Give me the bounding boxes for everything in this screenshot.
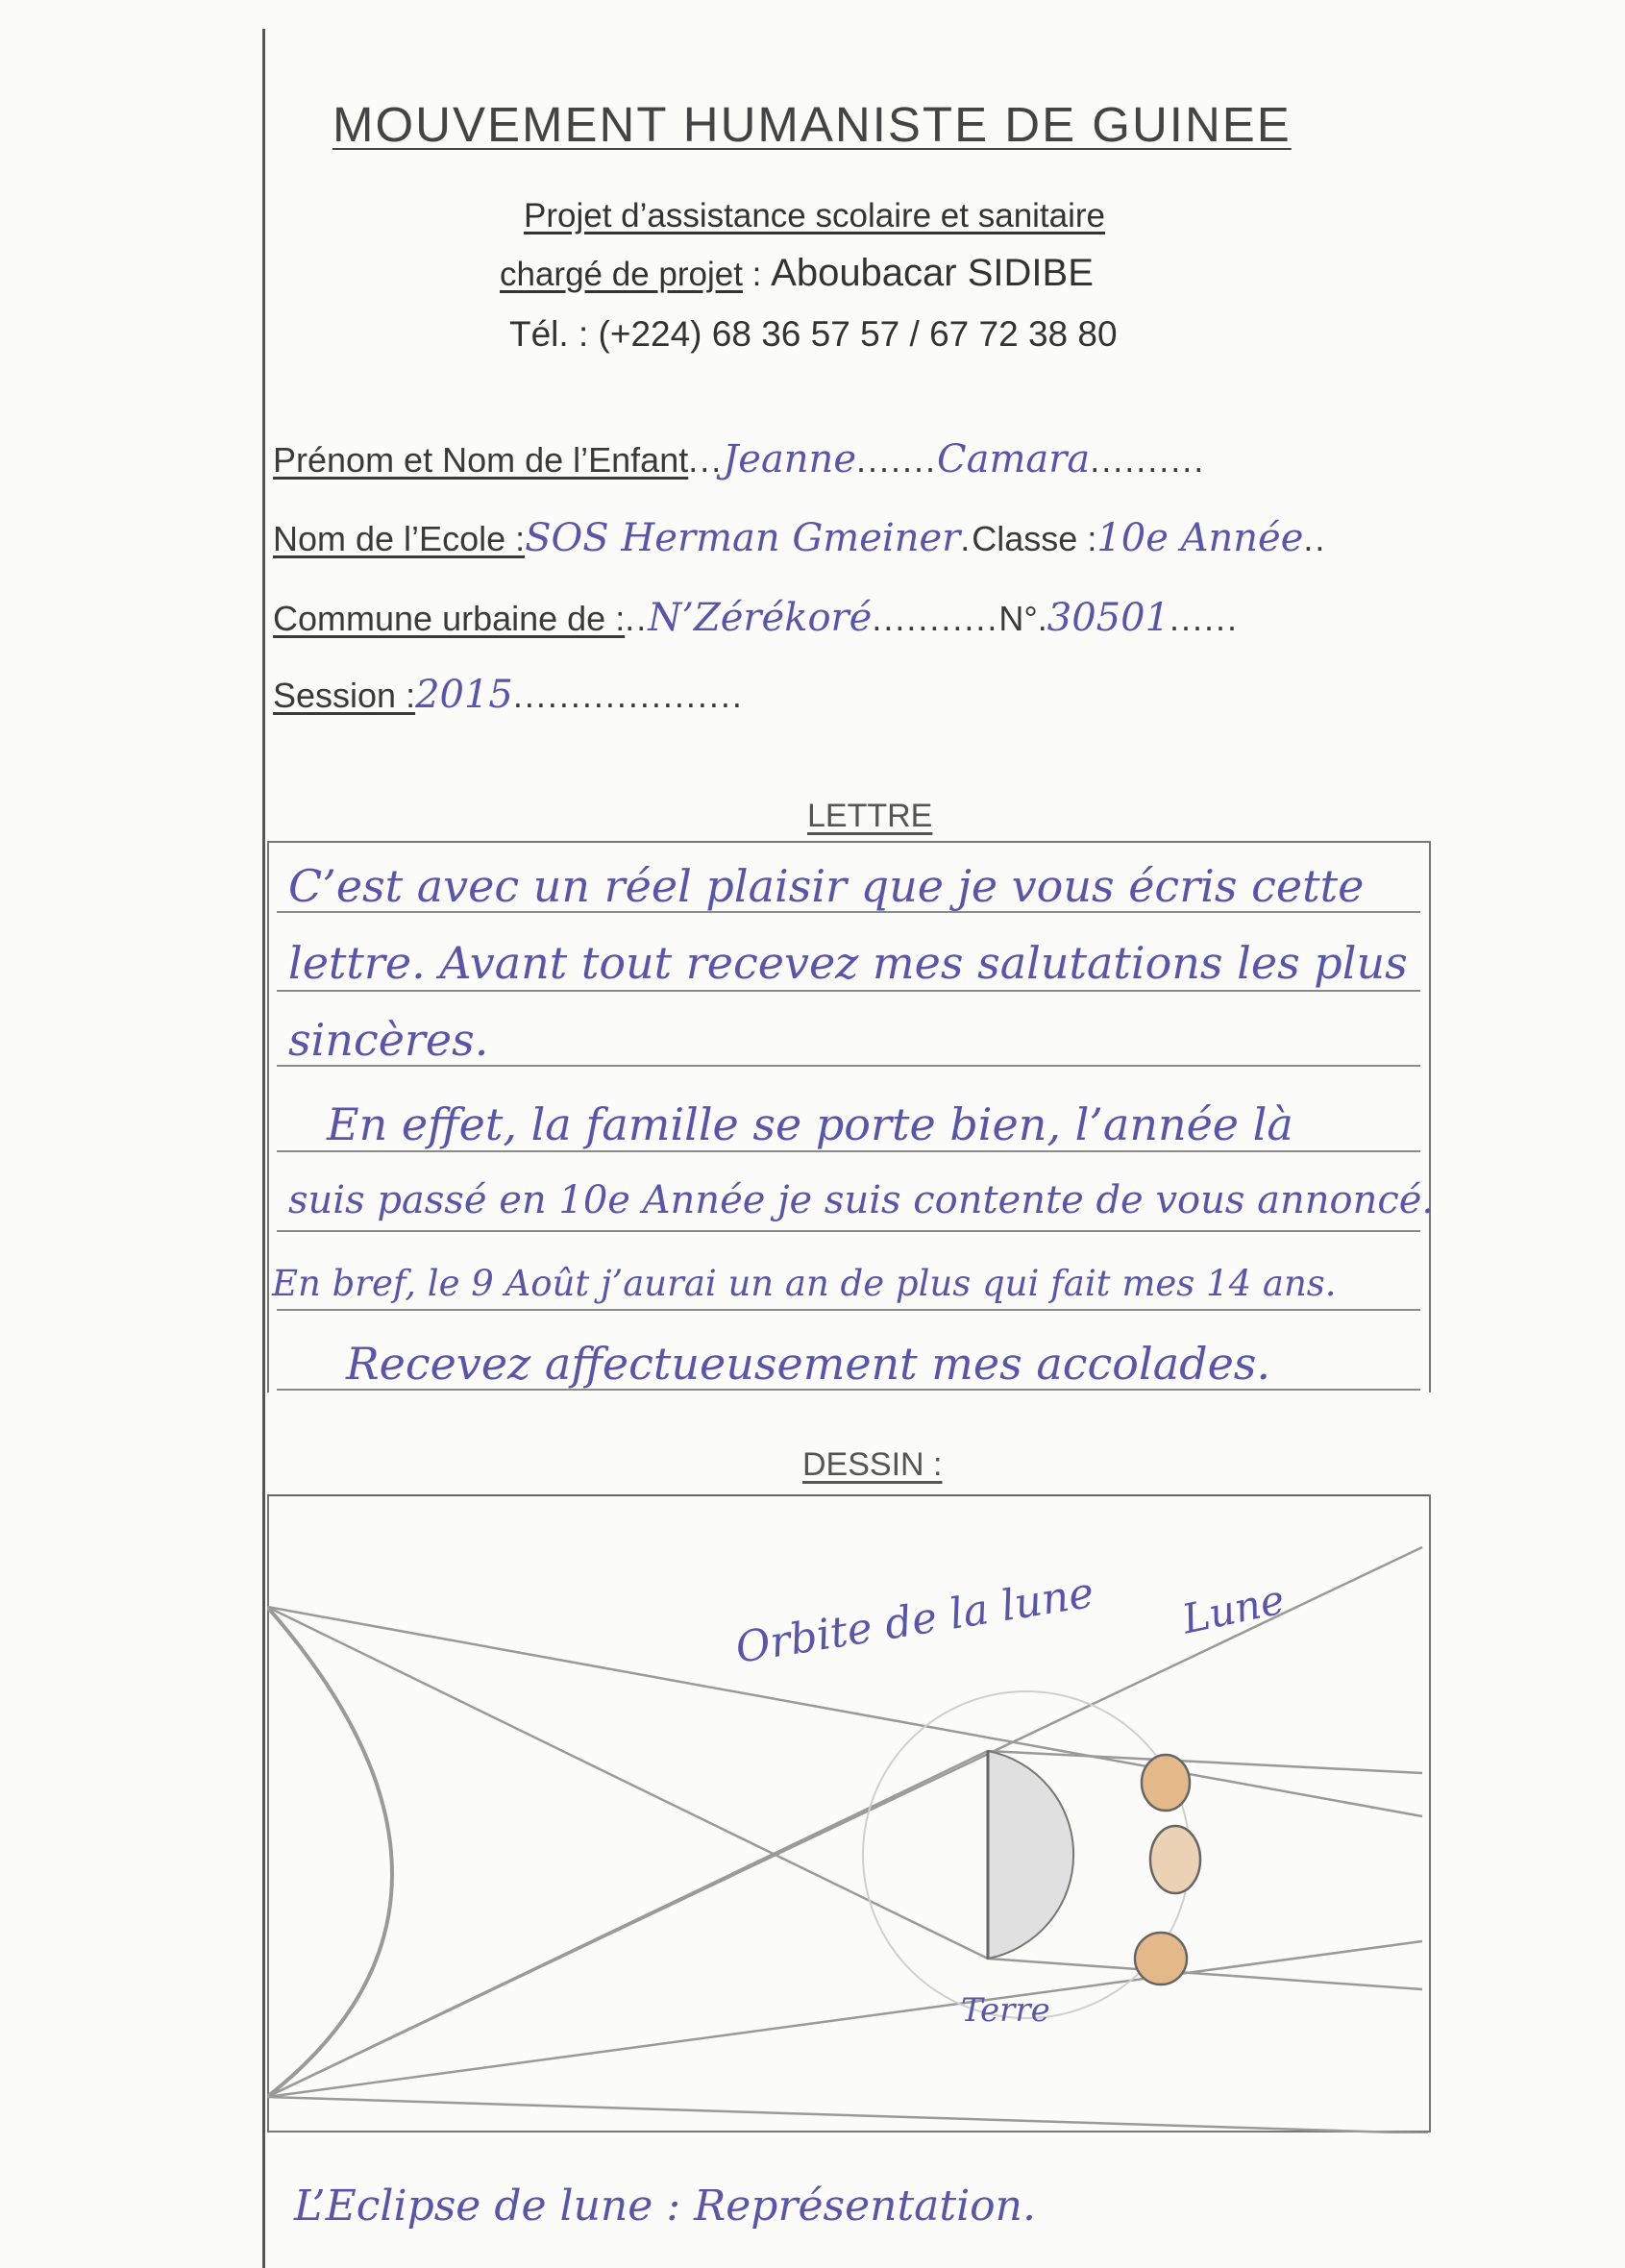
letter-line: En bref, le 9 Août j’aurai un an de plus qui fait mes 14 ans. bbox=[272, 1263, 1337, 1304]
ray bbox=[267, 2097, 1428, 2133]
school-name: SOS Herman Gmeiner bbox=[525, 516, 961, 560]
earth bbox=[988, 1751, 1073, 1959]
letter-rule bbox=[277, 990, 1420, 992]
number-value: 30501 bbox=[1046, 596, 1170, 640]
letter-rule bbox=[277, 1309, 1420, 1311]
letter-rule bbox=[277, 1150, 1420, 1152]
orbit-label: Orbite de la lune bbox=[732, 1567, 1097, 1673]
project-title: Projet d’assistance scolaire et sanitaire bbox=[524, 197, 1106, 234]
child-last-name: Camara bbox=[937, 437, 1091, 481]
commune-field: Commune urbaine de :..N’Zérékoré...........N°.30501...... bbox=[273, 596, 1240, 640]
letter-heading: LETTRE bbox=[807, 798, 933, 834]
letter-rule bbox=[277, 1230, 1420, 1232]
letter-line: C’est avec un réel plaisir que je vous écris cette bbox=[288, 860, 1365, 912]
moon bbox=[1150, 1826, 1200, 1893]
letter-line: sincères. bbox=[288, 1014, 489, 1066]
left-margin-rule bbox=[262, 29, 265, 2268]
commune-label: Commune urbaine de : bbox=[273, 599, 626, 638]
letter-line: Recevez affectueusement mes accolades. bbox=[346, 1338, 1271, 1390]
ray bbox=[988, 1751, 1422, 1773]
commune-value: N’Zérékoré bbox=[648, 596, 873, 640]
school-label: Nom de l’Ecole : bbox=[273, 519, 526, 558]
moon-label: Lune bbox=[1178, 1575, 1289, 1643]
ray bbox=[267, 1941, 1422, 2097]
sun-arc bbox=[267, 1607, 392, 2097]
drawing-caption: L’Eclipse de lune : Représentation. bbox=[294, 2182, 1036, 2231]
ray bbox=[988, 1959, 1422, 1989]
organization-title: MOUVEMENT HUMANISTE DE GUINEE bbox=[332, 97, 1292, 152]
manager-name: Aboubacar SIDIBE bbox=[771, 252, 1094, 294]
session-value: 2015 bbox=[415, 673, 513, 717]
child-name-field: Prénom et Nom de l’Enfant...Jeanne.......Camara.......... bbox=[273, 437, 1206, 481]
project-manager bbox=[500, 252, 1094, 295]
drawing-top-rule bbox=[267, 1494, 1429, 1496]
moon bbox=[1135, 1933, 1187, 1984]
manager-label: chargé de projet bbox=[500, 256, 743, 293]
phone-number: Tél. : (+224) 68 36 57 57 / 67 72 38 80 bbox=[509, 314, 1118, 354]
letter-line: lettre. Avant tout recevez mes salutations les plus bbox=[288, 937, 1408, 989]
earth-label: Terre bbox=[961, 1991, 1050, 2030]
school-field: Nom de l’Ecole :SOS Herman Gmeiner.Classe :10e Année.. bbox=[273, 516, 1327, 560]
manager-separator: : bbox=[742, 256, 772, 293]
session-field: Session :2015.................... bbox=[273, 673, 744, 717]
letter-line: suis passé en 10e Année je suis contente de vous annoncé. bbox=[288, 1178, 1435, 1222]
number-label: N°. bbox=[998, 599, 1047, 638]
drawing-heading: DESSIN : bbox=[802, 1446, 943, 1483]
moon bbox=[1142, 1755, 1190, 1811]
child-name-label: Prénom et Nom de l’Enfant bbox=[273, 440, 689, 480]
class-label: Classe : bbox=[972, 519, 1097, 558]
class-value: 10e Année bbox=[1096, 516, 1304, 560]
child-first-name: Jeanne bbox=[723, 437, 856, 481]
letter-line: En effet, la famille se porte bien, l’année là bbox=[327, 1098, 1293, 1150]
session-label: Session : bbox=[273, 676, 416, 715]
